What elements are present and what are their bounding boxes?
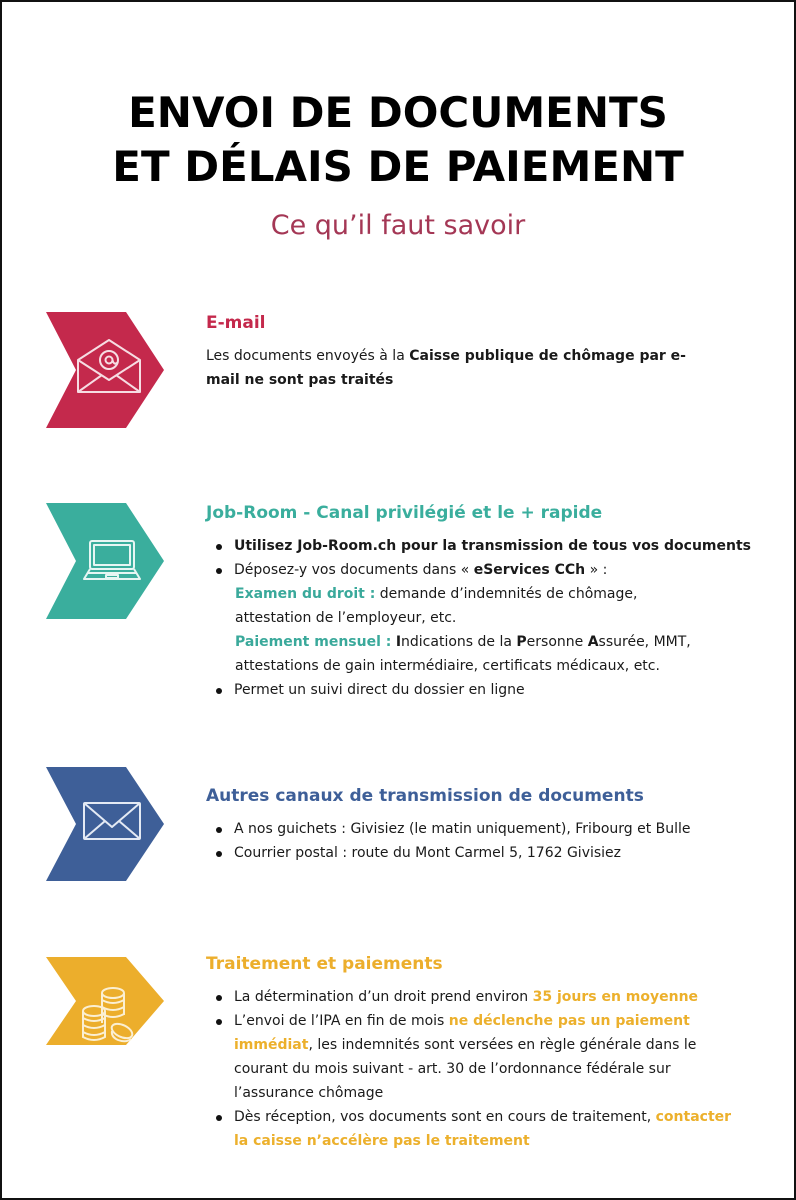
examen-du-droit: Examen du droit : demande d’indemnités de chômage, attestation de l’employeur, etc.	[235, 586, 638, 626]
jobroom-list	[206, 534, 758, 582]
list-item: L’envoi de l’IPA en fin de mois ne déclenche pas un paiement immédiat, les indemnités sont versées en règle générale dans le courant du mois suivant - art. 30 de l’ordonnance fédérale sur l’assurance chômage	[206, 1009, 736, 1105]
title-line-2: ET DÉLAIS DE PAIEMENT	[112, 142, 684, 191]
list-item: A nos guichets : Givisiez (le matin uniquement), Fribourg et Bulle	[206, 817, 758, 841]
list-item: Permet un suivi direct du dossier en ligne	[206, 678, 758, 702]
highlight-35-jours: 35 jours en moyenne	[532, 989, 699, 1005]
jobroom-heading: Job-Room - Canal privilégié et le + rapide	[206, 503, 603, 523]
traitement-chevron-badge	[46, 957, 164, 1045]
email-chevron-badge	[46, 312, 164, 428]
laptop-icon	[82, 539, 142, 583]
traitement-list	[206, 985, 736, 1153]
autres-chevron-badge	[46, 767, 164, 881]
envelope-icon	[82, 801, 142, 841]
jobroom-list-end	[206, 678, 758, 702]
list-item: Dès réception, vos documents sont en cours de traitement, contacter la caisse n’accélère pas le traitement	[206, 1105, 736, 1153]
traitement-content	[206, 953, 758, 1153]
traitement-heading: Traitement et paiements	[206, 954, 443, 974]
paiement-mensuel: Paiement mensuel : Indications de la Personne Assurée, MMT, attestations de gain intermédiaire, certificats médicaux, etc.	[235, 634, 691, 674]
list-item: Déposez-y vos documents dans « eServices CCh » :	[206, 558, 758, 582]
list-item: Courrier postal : route du Mont Carmel 5, 1762 Givisiez	[206, 841, 758, 865]
jobroom-content	[206, 502, 758, 702]
title-line-1: ENVOI DE DOCUMENTS	[128, 88, 668, 137]
coins-icon	[80, 985, 138, 1043]
autres-heading: Autres canaux de transmission de documents	[206, 786, 644, 806]
email-warning: Caisse publique de chômage par e-mail ne sont pas traités	[206, 348, 686, 388]
email-heading: E-mail	[206, 313, 266, 333]
email-text: Les documents envoyés à la Caisse publique de chômage par e-mail ne sont pas traités	[206, 348, 686, 388]
email-content	[206, 312, 758, 392]
highlight-paiement: ne déclenche pas un paiement immédiat	[234, 1013, 690, 1053]
envelope-at-icon	[76, 338, 142, 394]
list-item: Utilisez Job-Room.ch pour la transmission de tous vos documents	[206, 534, 758, 558]
autres-list	[206, 817, 758, 865]
examen-label: Examen du droit :	[235, 586, 376, 602]
page-subtitle: Ce qu’il faut savoir	[270, 210, 526, 241]
jobroom-chevron-badge	[46, 503, 164, 619]
page-title	[2, 86, 794, 194]
paiement-label: Paiement mensuel :	[235, 634, 392, 650]
autres-content	[206, 785, 758, 865]
list-item: La détermination d’un droit prend environ 35 jours en moyenne	[206, 985, 736, 1009]
highlight-contacter: contacter la caisse n’accélère pas le traitement	[234, 1109, 732, 1149]
